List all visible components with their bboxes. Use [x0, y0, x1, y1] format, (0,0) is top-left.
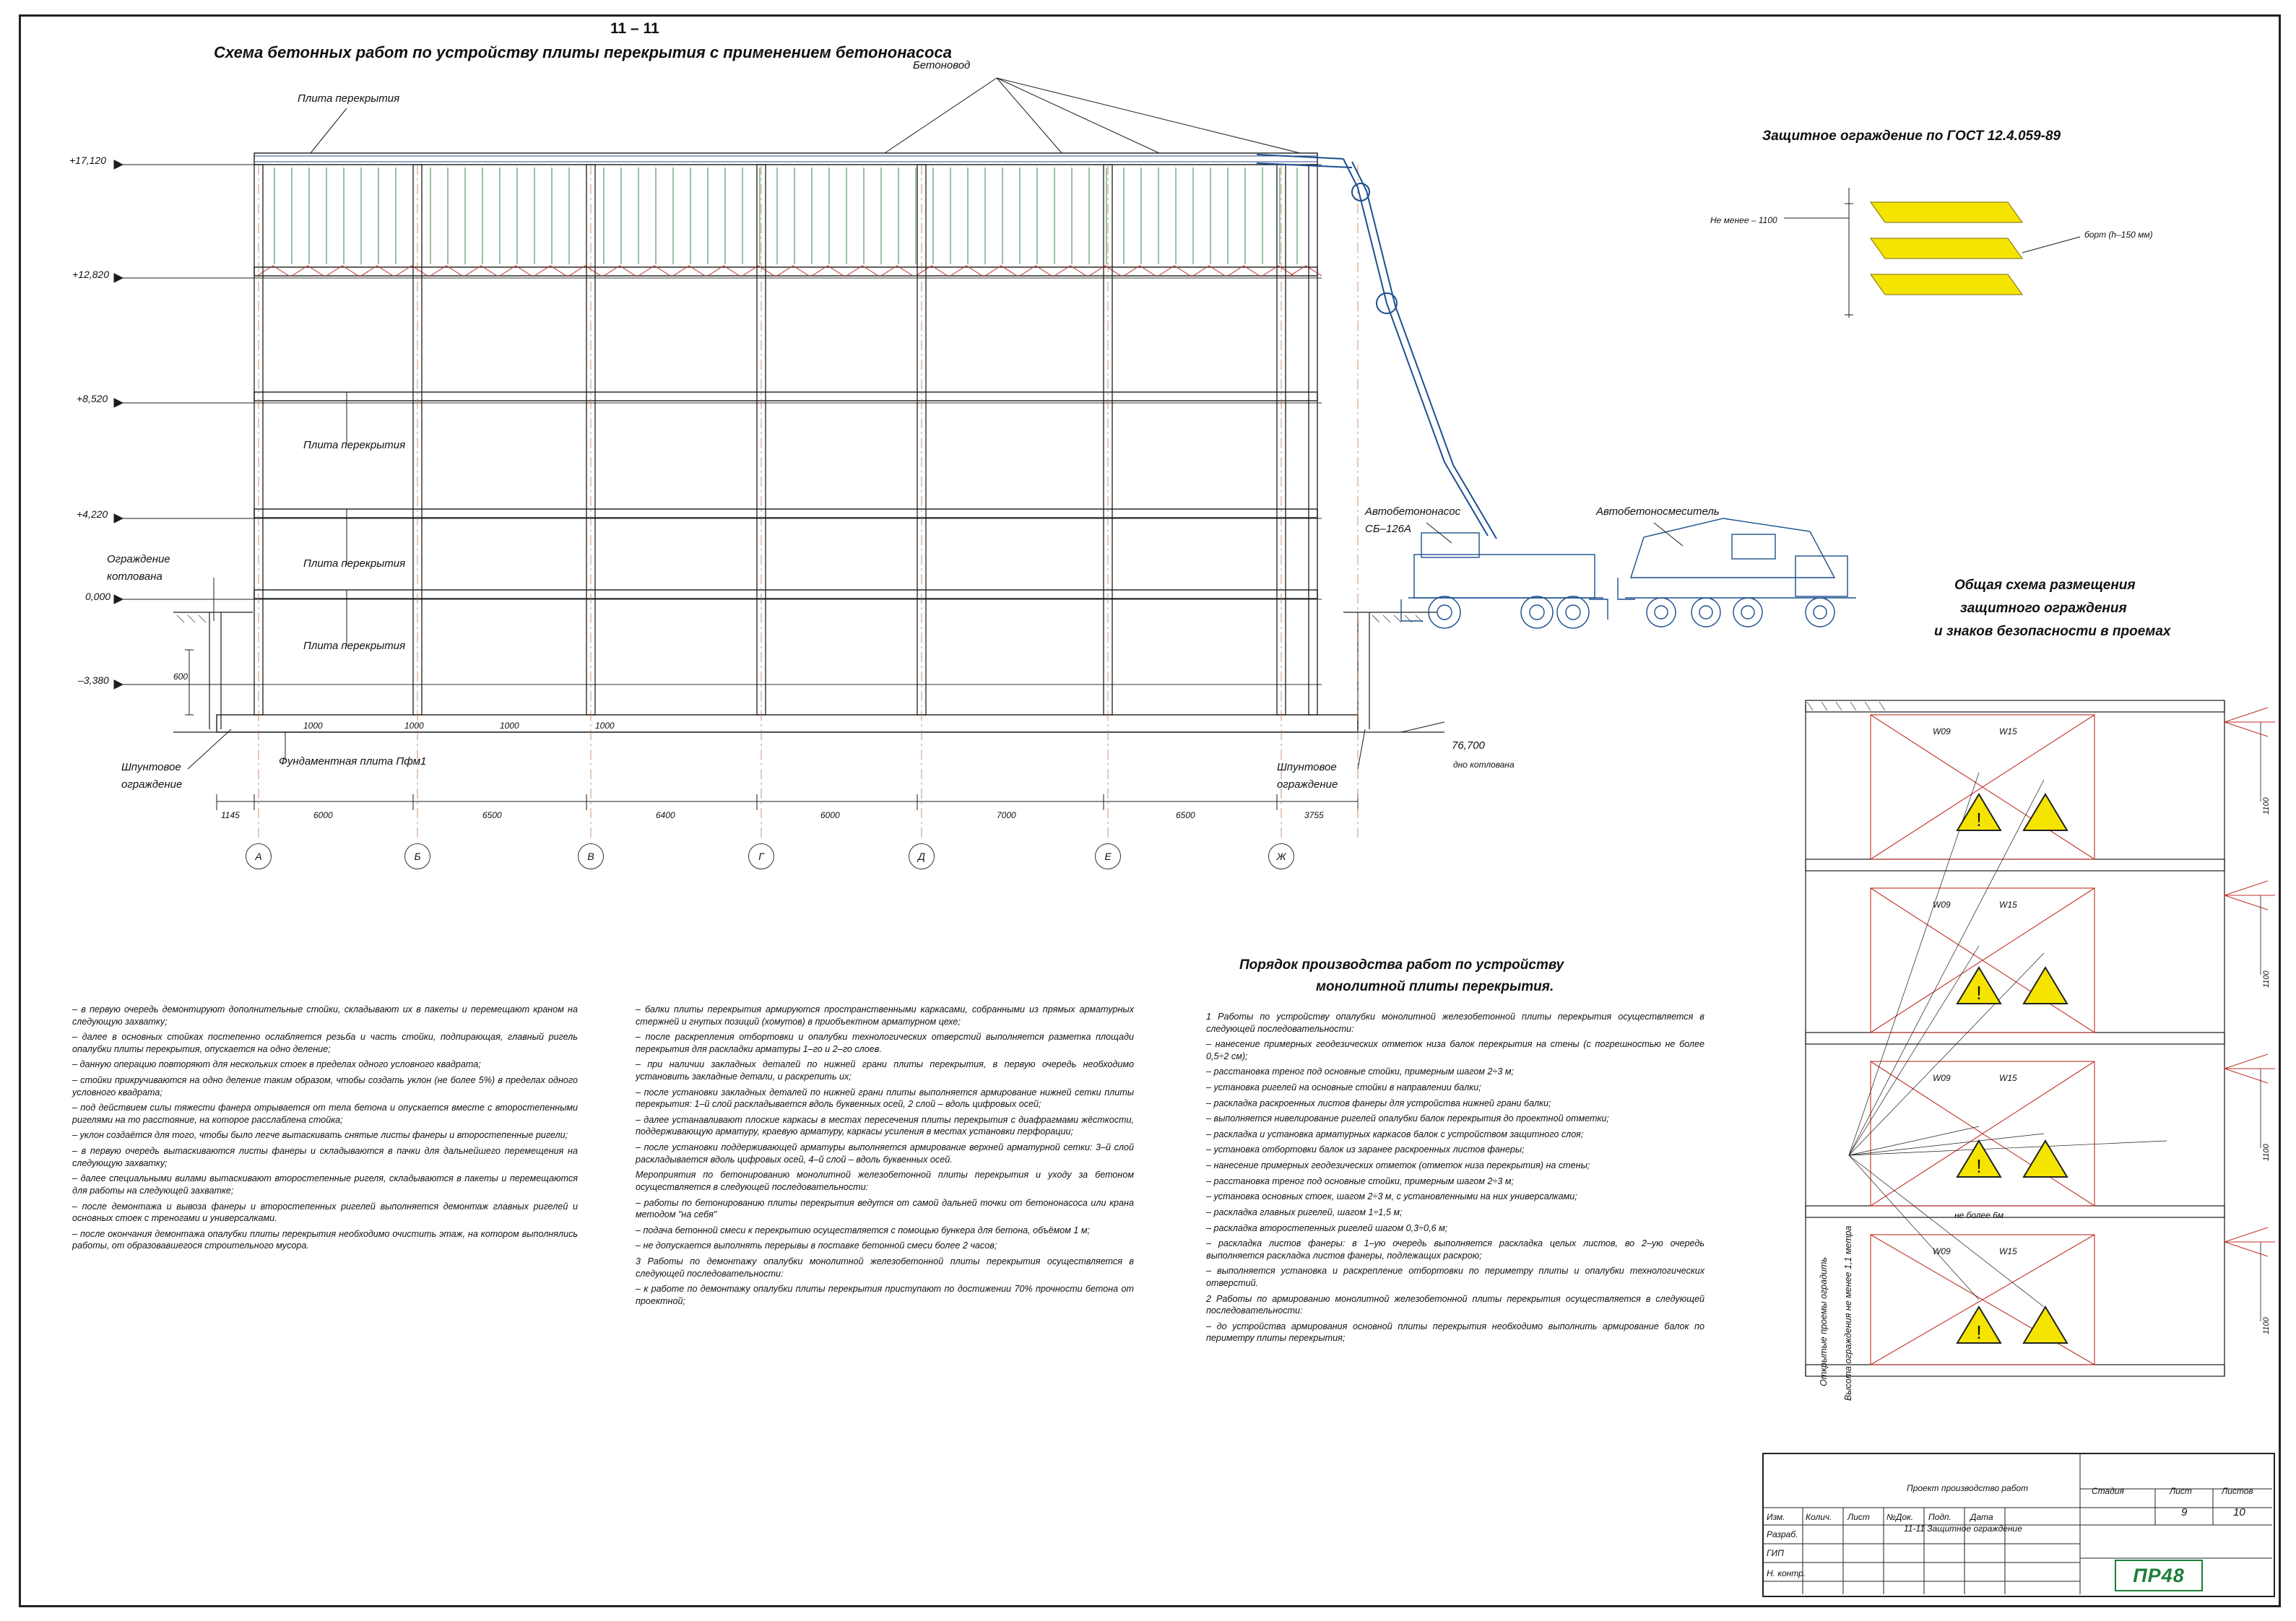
- note-3-0: 1 Работы по устройству опалубки монолитной железобетонной плиты перекрытия осуществляется в следующей последовательности:: [1206, 1012, 1704, 1034]
- scheme-title-1: Общая схема размещения: [1954, 578, 2136, 593]
- openings-scheme-drawing: [1762, 693, 2282, 1422]
- guard-board-label: борт (h–150 мм): [2084, 230, 2153, 240]
- note-1-3: – стойки прикручиваются на одно деление таким образом, чтобы создать уклон (не более 5%) в пределах одного условного квадрата;: [72, 1075, 578, 1098]
- dim-6000-b: 6000: [820, 810, 840, 820]
- scheme-title-2: защитного ограждения: [1960, 601, 2127, 616]
- note-2-9: – не допускается выполнять перерывы в поставке бетонной смеси более 2 часов;: [636, 1240, 997, 1251]
- note-3-1: – нанесение примерных геодезических отметок низа балок перекрытия на стены (с погрешностью не более 0,5÷2 см);: [1206, 1039, 1704, 1061]
- vertical-note-open-openings: Открытые проемы оградить: [1819, 1257, 1829, 1386]
- company-logo: ПР48: [2115, 1560, 2203, 1591]
- note-2-11: – к работе по демонтажу опалубки плиты перекрытия приступают по достижении 70% прочности бетона от проектной;: [636, 1284, 1134, 1306]
- dim-6000-a: 6000: [313, 810, 333, 820]
- callout-betonovod: Бетоновод: [913, 59, 971, 71]
- sign-w15-4: W15: [1999, 1246, 2017, 1256]
- note-3-12: – раскладка второстепенных ригелей шагом 0,3÷0,6 м;: [1206, 1222, 1448, 1233]
- order-title-2: монолитной плиты перекрытия.: [1316, 979, 1554, 994]
- level-12820: +12,820: [72, 269, 109, 280]
- guard-detail-title: Защитное ограждение по ГОСТ 12.4.059-89: [1762, 129, 2061, 144]
- notes-column-3: [1206, 1011, 1704, 1348]
- vertical-note-guard-height: Высота ограждения не менее 1,1 метра: [1843, 1225, 1853, 1401]
- stamp-row-gip: ГИП: [1767, 1548, 1784, 1558]
- note-1-8: – после демонтажа и вывоза фанеры и второстепенных ригелей выполняется демонтаж главных ригелей и основных стоек с треногами и универсалками.: [72, 1201, 578, 1224]
- stamp-list-val: 9: [2181, 1506, 2188, 1518]
- stamp-header-ndoc: №Док.: [1886, 1512, 1914, 1522]
- stamp-header-data: Дата: [1970, 1512, 1993, 1522]
- depth-600: 600: [173, 672, 189, 682]
- stamp-sheet-name: 11-11 Защитное ограждение: [1904, 1524, 2022, 1534]
- note-2-5: – после установки поддерживающей арматуры выполняется армирование верхней арматурной сетки: 3–й слой раскладывается вдоль цифровых осей, 4–й слой – вдоль буквенных осей.: [636, 1142, 1134, 1165]
- grid-axis-d: Д: [909, 843, 935, 869]
- stamp-stage-hdr: Стадия: [2092, 1486, 2124, 1496]
- callout-plita-1: Плита перекрытия: [298, 92, 400, 105]
- dim-7000: 7000: [997, 810, 1016, 820]
- level-3380: –3,380: [78, 674, 109, 686]
- stamp-header-list: Лист: [1847, 1512, 1870, 1522]
- note-3-9: – расстановка треног под основные стойки, примерным шагом 2÷3 м;: [1206, 1175, 1515, 1186]
- note-1-0: – в первую очередь демонтируют дополнительные стойки, складывают их в пакеты и перемещают краном на следующую захватку;: [72, 1004, 578, 1027]
- dim-1100-2: 1100: [2262, 970, 2271, 988]
- sign-w09-1: W09: [1933, 726, 1951, 736]
- grid-axis-v: В: [578, 843, 604, 869]
- note-3-14: – выполняется установка и раскрепление отбортовки по периметру плиты и опалубки технологических отверстий.: [1206, 1266, 1704, 1288]
- sign-w09-3: W09: [1933, 1073, 1951, 1083]
- page-title: Схема бетонных работ по устройству плиты перекрытия с применением бетононасоса: [214, 43, 952, 61]
- stamp-header-izm: Изм.: [1767, 1512, 1785, 1522]
- grid-axis-b: Б: [404, 843, 430, 869]
- note-1-7: – далее специальными вилами вытаскивают второстепенные ригеля, складываются в пакеты и перемещаются для работы на следующей захватке;: [72, 1173, 578, 1196]
- callout-sheetpile-right-2: ограждение: [1277, 778, 1338, 791]
- note-2-0: – балки плиты перекрытия армируются пространственными каркасами, собранными из прямых арматурных стержней и гнутых позиций (хомутов) в приобъектном арматурном цехе;: [636, 1004, 1134, 1027]
- stamp-row-razrab: Разраб.: [1767, 1529, 1798, 1539]
- callout-pit-fence-1: Ограждение: [107, 553, 170, 565]
- callout-pit-fence-2: котлована: [107, 570, 163, 583]
- note-3-16: – до устройства армирования основной плиты перекрытия необходимо выполнить армирование балок по периметру плиты перекрытия;: [1206, 1321, 1704, 1344]
- order-title-1: Порядок производства работ по устройству: [1239, 957, 1564, 973]
- section-label: 11 – 11: [610, 20, 659, 37]
- note-3-13: – раскладка листов фанеры: в 1–ую очередь выполняется раскладка целых листов, во 2–ую очередь выполняется раскладка листов фанеры, подлежащих раскрою;: [1206, 1238, 1704, 1261]
- callout-plita-4: Плита перекрытия: [303, 640, 406, 652]
- note-3-11: – раскладка главных ригелей, шагом 1÷1,5 м;: [1206, 1207, 1403, 1217]
- dim-6500-a: 6500: [482, 810, 502, 820]
- note-1-4: – под действием силы тяжести фанера отрывается от тела бетона и опускается вместе с второстепенными ригелями на то расстояние, на которое расслаблена стойка;: [72, 1103, 578, 1125]
- note-2-4: – далее устанавливают плоские каркасы в местах пересечения плиты перекрытия с диафрагмами жёсткости, поддерживающую арматуру, краевую арматуру, каркасы усиления в местах установки перфорации;: [636, 1114, 1134, 1137]
- stamp-project-name: Проект производство работ: [1907, 1483, 2029, 1493]
- sign-w09-2: W09: [1933, 900, 1951, 910]
- stamp-header-kolich: Колич.: [1806, 1512, 1832, 1522]
- notes-column-2: [636, 1004, 1134, 1311]
- svg-text:!: !: [1976, 809, 1982, 830]
- grid-axis-g: Г: [748, 843, 774, 869]
- svg-text:!: !: [1976, 982, 1982, 1004]
- grid-axis-a: А: [246, 843, 272, 869]
- note-2-2: – при наличии закладных деталей по нижней грани плиты перекрытия, в первую очередь необходимо установить закладные детали, и раскрепить их;: [636, 1059, 1134, 1082]
- spacing-4: 1000: [595, 721, 615, 731]
- note-3-6: – раскладка и установка арматурных каркасов балок с устройством защитного слоя;: [1206, 1129, 1584, 1139]
- sign-w15-2: W15: [1999, 900, 2017, 910]
- grid-axis-zh: Ж: [1268, 843, 1294, 869]
- sign-w09-4: W09: [1933, 1246, 1951, 1256]
- dim-6400: 6400: [656, 810, 675, 820]
- note-1-2: – данную операцию повторяют для нескольких стоек в пределах одного условного квадрата;: [72, 1059, 481, 1070]
- pit-bottom-text: дно котлована: [1453, 760, 1515, 770]
- level-4220: +4,220: [77, 508, 108, 520]
- note-2-10: 3 Работы по демонтажу опалубки монолитной железобетонной плиты перекрытия осуществляется в следующей последовательности:: [636, 1256, 1134, 1279]
- stamp-list-hdr: Лист: [2170, 1486, 2192, 1496]
- svg-text:!: !: [1976, 1321, 1982, 1343]
- level-17120: +17,120: [69, 155, 106, 166]
- span-note: не более 6м: [1954, 1210, 2004, 1220]
- note-3-2: – расстановка треног под основные стойки, примерным шагом 2÷3 м;: [1206, 1066, 1515, 1077]
- stamp-row-nkontr: Н. контр.: [1767, 1568, 1806, 1578]
- dim-6500-b: 6500: [1176, 810, 1195, 820]
- note-3-10: – установка основных стоек, шагом 2÷3 м, с установленными на них универсалками;: [1206, 1191, 1577, 1202]
- stamp-lists-hdr: Листов: [2222, 1486, 2253, 1496]
- guard-detail-drawing: [1704, 181, 2210, 339]
- callout-pump-model: СБ–126А: [1365, 523, 1411, 535]
- guard-height-label: Не менее – 1100: [1710, 215, 1777, 225]
- callout-sheetpile-left-2: ограждение: [121, 778, 183, 791]
- callout-sheetpile-right-1: Шпунтовое: [1277, 761, 1337, 773]
- callout-plita-3: Плита перекрытия: [303, 557, 406, 570]
- callout-foundation: Фундаментная плита Пфм1: [279, 755, 427, 768]
- notes-column-1: [72, 1004, 578, 1256]
- callout-mixer: Автобетоносмеситель: [1596, 505, 1720, 518]
- callout-sheetpile-left-1: Шпунтовое: [121, 761, 181, 773]
- dim-1100-1: 1100: [2262, 797, 2271, 814]
- grid-axis-e: Е: [1095, 843, 1121, 869]
- note-1-6: – в первую очередь вытаскиваются листы фанеры и складываются в пачки для дальнейшего перемещения на следующую захватку;: [72, 1146, 578, 1168]
- note-3-7: – установка отбортовки балок из заранее раскроенных листов фанеры;: [1206, 1144, 1525, 1155]
- spacing-2: 1000: [404, 721, 424, 731]
- note-3-4: – раскладка раскроенных листов фанеры для устройства нижней грани балки;: [1206, 1098, 1551, 1108]
- level-0000: 0,000: [85, 591, 111, 602]
- dim-1145: 1145: [221, 810, 240, 820]
- dim-1100-4: 1100: [2262, 1317, 2271, 1334]
- stamp-header-podp: Подп.: [1928, 1512, 1951, 1522]
- note-1-5: – уклон создаётся для того, чтобы было легче вытаскивать снятые листы фанеры и второстепенные ригели;: [72, 1130, 568, 1141]
- stamp-lists-val: 10: [2233, 1506, 2245, 1518]
- note-1-9: – после окончания демонтажа опалубки плиты перекрытия необходимо очистить этаж, на котором выполнялись работы, от образовавшегося строительного мусора.: [72, 1228, 578, 1251]
- callout-pump-name: Автобетононасос: [1365, 505, 1461, 518]
- sign-w15-1: W15: [1999, 726, 2017, 736]
- dim-1100-3: 1100: [2262, 1144, 2271, 1161]
- note-2-3: – после установки закладных деталей по нижней грани плиты выполняется армирование нижней сетки плиты перекрытия: 1–й слой раскладывается вдоль буквенных осей, 2 слой – вдоль цифровых осей;: [636, 1087, 1134, 1110]
- spacing-3: 1000: [500, 721, 519, 731]
- scheme-title-3: и знаков безопасности в проемах: [1934, 624, 2171, 639]
- callout-plita-2: Плита перекрытия: [303, 439, 406, 451]
- pit-bottom-level: 76,700: [1452, 739, 1485, 752]
- note-2-8: – подача бетонной смеси к перекрытию осуществляется с помощью бункера для бетона, объёмом 1 м;: [636, 1225, 1091, 1235]
- note-2-1: – после раскрепления отбортовки и опалубки технологических отверстий выполняется разметка площади перекрытия для раскладки арматуры 1–го и 2–го слоев.: [636, 1032, 1134, 1054]
- note-3-5: – выполняется нивелирование ригелей опалубки балок перекрытия до проектной отметки;: [1206, 1113, 1609, 1124]
- note-3-15: 2 Работы по армированию монолитной железобетонной плиты перекрытия осуществляется в следующей последовательности:: [1206, 1293, 1704, 1316]
- dim-3755: 3755: [1304, 810, 1324, 820]
- level-8520: +8,520: [77, 393, 108, 404]
- note-2-6: Мероприятия по бетонированию монолитной железобетонной плиты перекрытия и уходу за бетоном осуществляется в следующей последовательности:: [636, 1170, 1134, 1192]
- spacing-1: 1000: [303, 721, 323, 731]
- svg-text:!: !: [1976, 1155, 1982, 1177]
- note-3-8: – нанесение примерных геодезических отметок (отметок низа перекрытия) на стены;: [1206, 1160, 1590, 1171]
- sign-w15-3: W15: [1999, 1073, 2017, 1083]
- note-1-1: – далее в основных стойках постепенно ослабляется резьба и часть стойки, подпирающая, главный ригель опалубки плиты перекрытия, опускается на одно деление;: [72, 1032, 578, 1054]
- note-3-3: – установка ригелей на основные стойки в направлении балки;: [1206, 1082, 1481, 1093]
- note-2-7: – работы по бетонированию плиты перекрытия ведутся от самой дальней точки от бетононасоса или крана методом "на себя": [636, 1197, 1134, 1220]
